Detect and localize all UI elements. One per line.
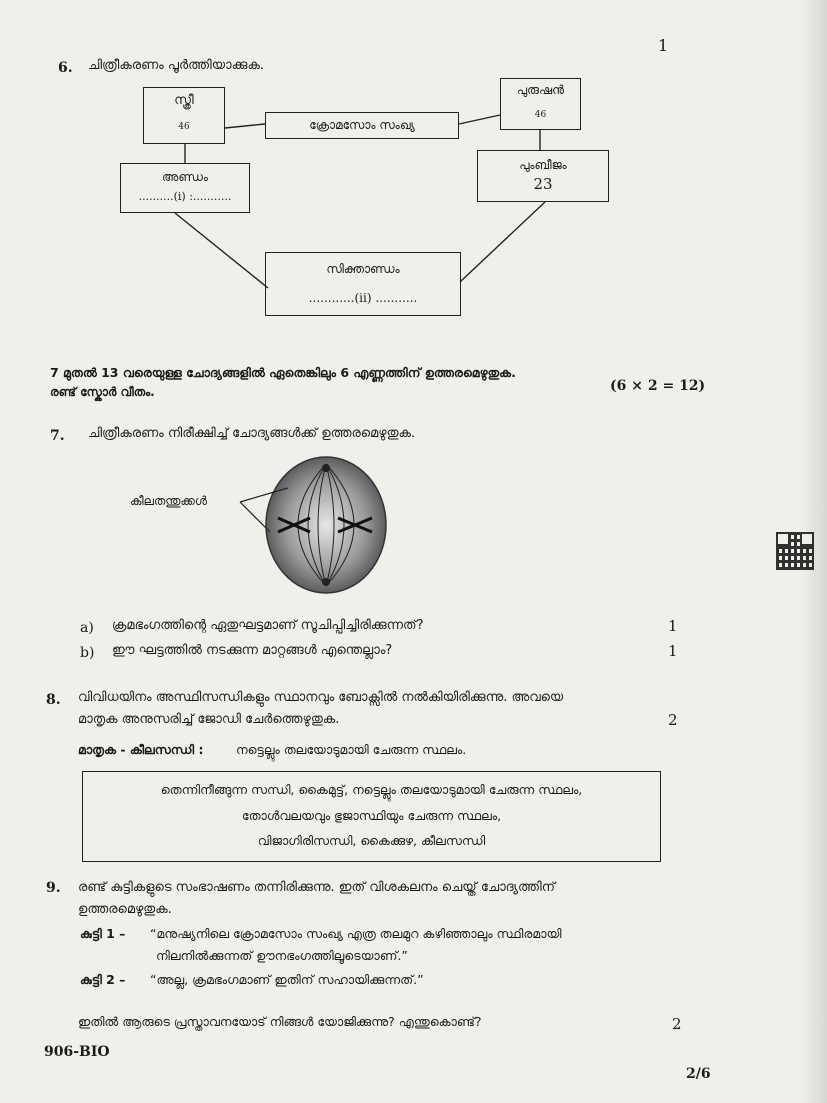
q7b-text: ഈ ഘട്ടത്തിൽ നടക്കുന്ന മാറ്റങ്ങൾ എന്തെല്ലാം? <box>112 643 393 658</box>
male-label: പുരുഷൻ <box>516 83 565 97</box>
zygote-label: സിക്താണ്ഡം <box>326 262 400 276</box>
q7a-mark: 1 <box>668 617 678 635</box>
female-box <box>143 87 225 144</box>
q6-number: 6. <box>58 60 73 76</box>
q8-line-1: വിവിധയിനം അസ്ഥിസന്ധികളും സ്ഥാനവും ബോക്സിൽ നൽകിയിരിക്കുന്നു. അവയെ <box>78 690 564 705</box>
male-box <box>500 78 581 130</box>
q8-box-line-3: വിജാഗിരിസന്ധി, കൈക്കുഴ, കീലസന്ധി <box>257 833 486 848</box>
q9-line-1: രണ്ട് കുട്ടികളുടെ സംഭാഷണം തന്നിരിക്കുന്നു. ഇത് വിശകലനം ചെയ്ത് ചോദ്യത്തിന് <box>78 880 555 895</box>
corner-mark: 1 <box>658 36 669 55</box>
spindle-fibre-label: കീലതന്തുക്കൾ <box>130 494 207 508</box>
q8-number: 8. <box>46 692 61 708</box>
child1-line-2: നിലനിൽക്കുന്നത് ഊനഭംഗത്തിലൂടെയാണ്.” <box>156 948 408 963</box>
female-count: 46 <box>178 122 190 132</box>
child1-label: കുട്ടി 1 – <box>80 926 126 941</box>
q8-box-line-1: തെന്നിനീങ്ങുന്ന സന്ധി, കൈമുട്ട്, നട്ടെല്ലും തലയോടുമായി ചേരുന്ന സ്ഥലം, <box>160 782 583 797</box>
female-label: സ്ത്രീ <box>174 93 194 108</box>
instruction-line-2: രണ്ട് സ്കോർ വീതം. <box>50 385 155 399</box>
q6-text: ചിത്രീകരണം പൂർത്തിയാക്കുക. <box>88 58 264 73</box>
q7a-label: a) <box>80 620 94 636</box>
q9-question: ഇതിൽ ആരുടെ പ്രസ്താവനയോട് നിങ്ങൾ യോജിക്കുന്നു? എന്തുകൊണ്ട്? <box>78 1014 482 1029</box>
qr-code-icon <box>776 532 814 570</box>
sperm-box <box>477 150 609 202</box>
q7-text: ചിത്രീകരണം നിരീക്ഷിച്ച് ചോദ്യങ്ങൾക്ക് ഉത്തരമെഴുതുക. <box>88 426 416 441</box>
chromosome-number-label: ക്രോമസോം സംഖ്യ <box>309 118 415 132</box>
child2-label: കുട്ടി 2 – <box>80 972 126 987</box>
sperm-count: 23 <box>533 175 553 193</box>
q8-box-line-2: തോൾവലയവും ഭുജാസ്ഥിയും ചേരുന്ന സ്ഥലം, <box>241 808 502 823</box>
q9-mark: 2 <box>672 1015 682 1033</box>
q9-number: 9. <box>46 880 61 896</box>
label-pointer-lines <box>220 480 340 550</box>
q8-line-2: മാതൃക അനുസരിച്ച് ജോഡി ചേർത്തെഴുതുക. <box>78 712 340 727</box>
footer-page: 2/6 <box>686 1066 711 1082</box>
instruction-line-1: 7 മുതൽ 13 വരെയുള്ള ചോദ്യങ്ങളിൽ ഏതെങ്കിലും 6 എണ്ണത്തിന് ഉത്തരമെഴുതുക. <box>50 365 516 380</box>
q8-options-box <box>82 771 661 862</box>
egg-blank: ..........(i) :........... <box>138 190 232 203</box>
q8-example-label: മാതൃക - കീലസന്ധി : <box>78 742 204 757</box>
egg-label: അണ്ഡം <box>162 170 208 184</box>
child2-text: “അല്ല, ക്രമഭംഗമാണ് ഇതിന് സഹായിക്കുന്നത്.” <box>150 972 424 987</box>
egg-box <box>120 163 250 213</box>
sperm-label: പുംബീജം <box>519 158 567 172</box>
q7b-label: b) <box>80 645 95 661</box>
footer-code: 906-BIO <box>44 1044 110 1060</box>
instruction-score: (6 × 2 = 12) <box>610 378 706 394</box>
q8-mark: 2 <box>668 711 678 729</box>
chromosome-number-box <box>265 112 459 139</box>
q7b-mark: 1 <box>668 642 678 660</box>
zygote-box <box>265 252 461 316</box>
child1-line-1: “മനുഷ്യനിലെ ക്രോമസോം സംഖ്യ എത്ര തലമുറ കഴിഞ്ഞാലും സ്ഥിരമായി <box>150 926 562 941</box>
q9-line-2: ഉത്തരമെഴുതുക. <box>78 902 172 917</box>
zygote-blank: ............(ii) ........... <box>308 291 418 305</box>
male-count: 46 <box>534 110 547 120</box>
q7a-text: ക്രമഭംഗത്തിന്റെ ഏതുഘട്ടമാണ് സൂചിപ്പിച്ചിരിക്കുന്നത്? <box>112 618 424 633</box>
q8-example-text: നട്ടെല്ലും തലയോടുമായി ചേരുന്ന സ്ഥലം. <box>236 742 467 757</box>
q7-number: 7. <box>50 428 65 444</box>
